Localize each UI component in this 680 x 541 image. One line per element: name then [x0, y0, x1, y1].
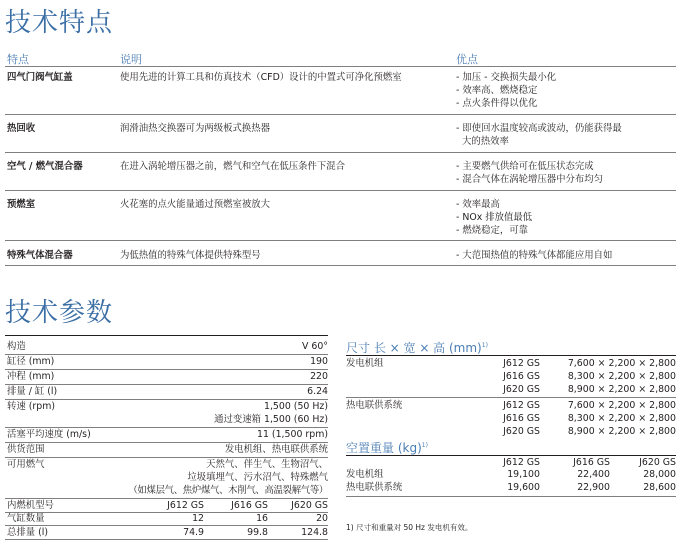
row-rule	[5, 240, 676, 241]
row-rule	[5, 190, 676, 191]
weight-value: 22,400	[577, 469, 610, 480]
weight-value: 19,600	[507, 482, 540, 493]
footnote: 1) 尺寸和重量对 50 Hz 发电机有效。	[346, 523, 473, 532]
feature-advantage: - 加压 - 交换损失最小化	[456, 72, 557, 83]
feature-description: 润滑油热交换器可为两级板式换热器	[120, 123, 271, 134]
feature-name: 四气门阀气缸盖	[7, 72, 73, 83]
row-rule	[5, 114, 676, 115]
param-label: 缸径 (mm)	[7, 356, 55, 367]
param-value: 220	[310, 371, 328, 382]
weight-row-label: 发电机组	[346, 469, 384, 480]
weight-row-label: 热电联供系统	[346, 482, 403, 493]
weight-value: 19,100	[507, 469, 540, 480]
dimensions-title: 尺寸 长 × 宽 × 高 (mm)$^{1)}$	[346, 341, 488, 355]
row-rule	[5, 265, 676, 266]
dimension-model: J620 GS	[503, 384, 540, 395]
feature-name: 空气 / 燃气混合器	[7, 161, 83, 172]
feature-advantage: - 即使回水温度较高或波动，仍能获得最	[456, 123, 622, 134]
dimension-group-label: 热电联供系统	[346, 400, 403, 411]
model-value: 16	[256, 513, 268, 524]
weight-value: 28,600	[643, 482, 676, 493]
feature-name: 特殊气体混合器	[7, 250, 73, 261]
param-value: 1,500 (50 Hz)	[263, 401, 328, 412]
feature-advantage: - 燃烧稳定，可靠	[456, 225, 528, 236]
param-rule	[5, 539, 328, 540]
feature-advantage: - 效率高、燃烧稳定	[456, 85, 538, 96]
model-value: 124.8	[301, 527, 328, 538]
params-title: 技术参数	[5, 298, 114, 328]
dimension-value: 8,900 × 2,200 × 2,800	[567, 426, 676, 437]
dimension-model: J616 GS	[503, 413, 540, 424]
dimension-value: 7,600 × 2,200 × 2,800	[567, 400, 676, 411]
feature-description: 在进入涡轮增压器之前，燃气和空气在低压条件下混合	[120, 161, 346, 172]
weight-title: 空置重量 (kg)$^{1)}$	[346, 441, 428, 455]
dimension-rule	[346, 397, 676, 398]
dimensions-top-rule	[346, 355, 676, 356]
param-value: 190	[310, 356, 328, 367]
feature-advantage: - 主要燃气供给可在低压状态完成	[456, 161, 594, 172]
param-value: V 60°	[301, 341, 328, 352]
model-value: 20	[316, 513, 328, 524]
weight-value: 22,900	[577, 482, 610, 493]
dimension-group-label: 发电机组	[346, 358, 384, 369]
param-value: 6.24	[307, 386, 328, 397]
weight-rule	[346, 496, 676, 497]
dimension-model: J612 GS	[503, 358, 540, 369]
params-top-rule	[5, 335, 328, 336]
features-header-rule	[5, 66, 676, 67]
feature-description: 为低热值的特殊气体提供特殊型号	[120, 250, 261, 261]
param-label: 冲程 (mm)	[7, 371, 55, 382]
model-value: 74.9	[183, 527, 204, 538]
dimension-model: J620 GS	[503, 426, 540, 437]
dimension-value: 7,600 × 2,200 × 2,800	[567, 358, 676, 369]
model-value: 99.8	[247, 527, 268, 538]
weight-col-header: J620 GS	[639, 457, 676, 468]
weight-value: 28,000	[643, 469, 676, 480]
param-label: 供货范围	[7, 444, 45, 455]
feature-advantage: 大的热效率	[456, 136, 509, 147]
model-col-header: J616 GS	[231, 500, 268, 511]
dimension-model: J616 GS	[503, 371, 540, 382]
model-col-header: J612 GS	[167, 500, 204, 511]
model-col-header: J620 GS	[291, 500, 328, 511]
param-label: 排量 / 缸 (l)	[7, 386, 58, 397]
dimension-model: J612 GS	[503, 400, 540, 411]
feature-description: 使用先进的计算工具和仿真技术（CFD）设计的中置式可净化预燃室	[120, 72, 402, 83]
features-header-description: 说明	[120, 53, 142, 66]
weight-col-header: J612 GS	[503, 457, 540, 468]
dimension-value: 8,300 × 2,200 × 2,800	[567, 413, 676, 424]
features-title: 技术特点	[5, 8, 114, 38]
feature-advantage: - 大范围热值的特殊气体都能应用自如	[456, 250, 613, 261]
param-label: 转速 (rpm)	[7, 401, 55, 412]
feature-advantage: - NOx 排放值最低	[456, 212, 533, 223]
dimension-value: 8,300 × 2,200 × 2,800	[567, 371, 676, 382]
param-value: 11 (1,500 rpm)	[257, 429, 328, 440]
param-value: （如煤层气、焦炉煤气、木削气、高温裂解气等）	[128, 485, 328, 496]
param-label: 可用燃气	[7, 459, 45, 470]
feature-advantage: - 混合气体在涡轮增压器中分布均匀	[456, 174, 603, 185]
model-value: 12	[192, 513, 204, 524]
features-header-feature: 特点	[7, 53, 29, 66]
features-header-advantage: 优点	[456, 53, 478, 66]
feature-description: 火花塞的点火能量通过预燃室被放大	[120, 199, 271, 210]
param-value: 发电机组、热电联供系统	[224, 444, 328, 455]
param-value: 通过变速箱 1,500 (60 Hz)	[214, 414, 328, 425]
param-value: 垃圾填埋气、污水沼气、特殊燃气	[187, 472, 328, 483]
param-label: 活塞平均速度 (m/s)	[7, 429, 91, 440]
model-row-label: 气缸数量	[7, 513, 45, 524]
feature-advantage: - 效率最高	[456, 199, 500, 210]
param-value: 天然气、伴生气、生物沼气、	[206, 459, 328, 470]
feature-name: 预燃室	[7, 199, 36, 210]
model-header-label: 内燃机型号	[7, 500, 54, 511]
feature-name: 热回收	[7, 123, 36, 134]
param-label: 构造	[7, 341, 26, 352]
model-row-label: 总排量 (l)	[7, 527, 49, 538]
row-rule	[5, 152, 676, 153]
feature-advantage: - 点火条件得以优化	[456, 98, 538, 109]
weight-col-header: J616 GS	[573, 457, 610, 468]
dimension-value: 8,900 × 2,200 × 2,800	[567, 384, 676, 395]
